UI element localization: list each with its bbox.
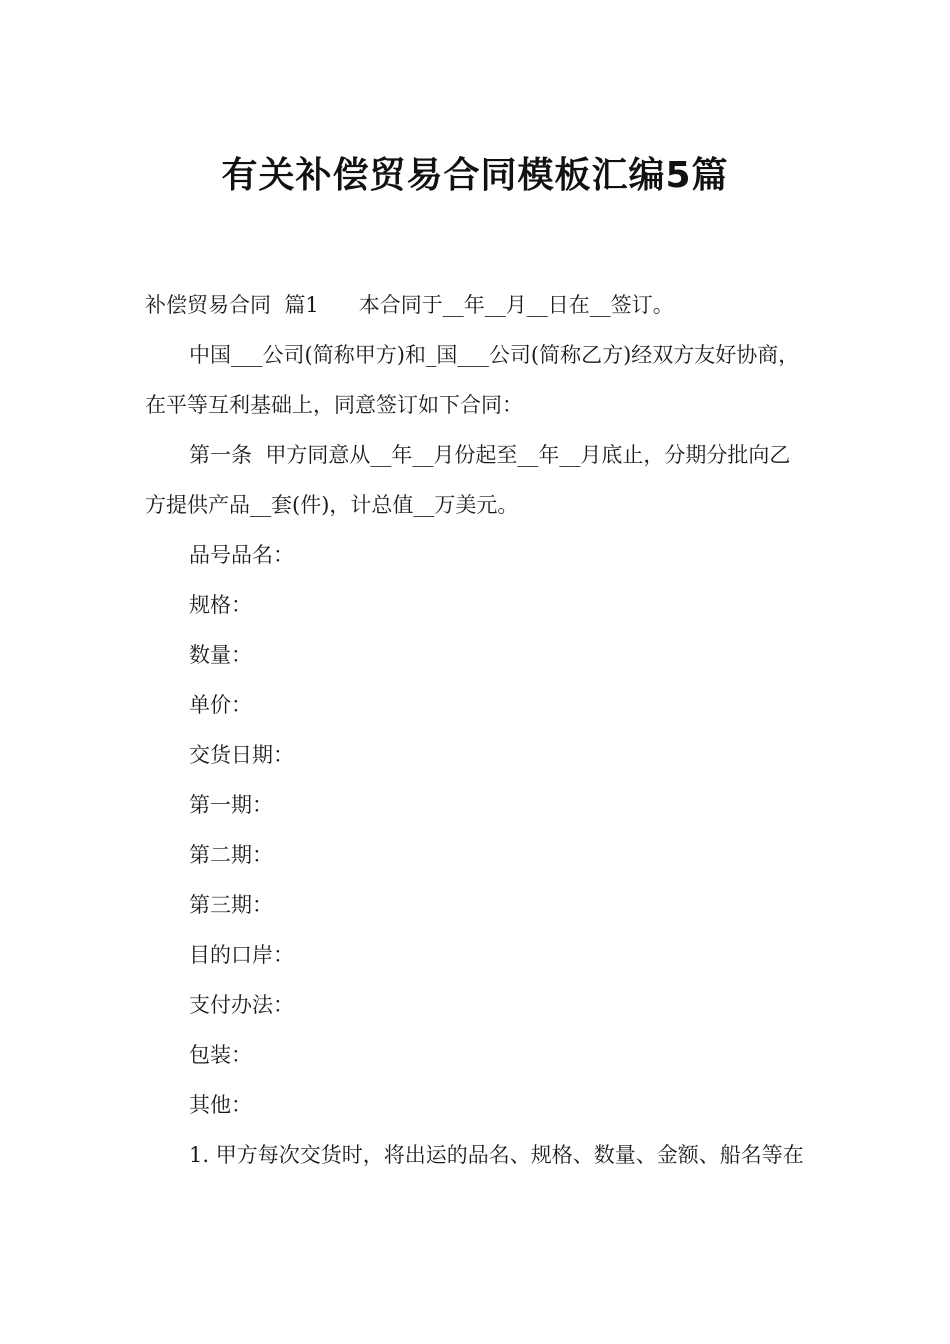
- field-specification: 规格：: [189, 593, 252, 617]
- field-payment-method: 支付办法：: [189, 993, 294, 1017]
- field-phase-3: 第三期：: [189, 893, 273, 917]
- field-destination-port: 目的口岸：: [189, 943, 294, 967]
- field-phase-2: 第二期：: [189, 843, 273, 867]
- field-phase-1: 第一期：: [189, 793, 273, 817]
- paragraph-clause-1: 1. 甲方每次交货时，将出运的品名、规格、数量、金额、船名等在: [189, 1143, 804, 1167]
- document-title: 有关补偿贸易合同模板汇编5篇: [221, 155, 729, 197]
- field-packaging: 包装：: [189, 1043, 252, 1067]
- paragraph-article-1: 第一条 甲方同意从__年__月份起至__年__月底止，分期分批向乙方提供产品__套(件)，计总值__万美元。: [145, 443, 791, 517]
- field-unit-price: 单价：: [189, 693, 252, 717]
- document-body: [145, 280, 810, 1180]
- field-quantity: 数量：: [189, 643, 252, 667]
- field-other: 其他：: [189, 1093, 252, 1117]
- paragraph-parties: 中国___公司(简称甲方)和_国___公司(简称乙方)经双方友好协商，在平等互利基础上，同意签订如下合同：: [145, 343, 800, 417]
- field-delivery-date: 交货日期：: [189, 743, 294, 767]
- field-product-name: 品号品名：: [189, 543, 294, 567]
- paragraph-intro: 补偿贸易合同 篇1 本合同于__年__月__日在__签订。: [145, 293, 674, 317]
